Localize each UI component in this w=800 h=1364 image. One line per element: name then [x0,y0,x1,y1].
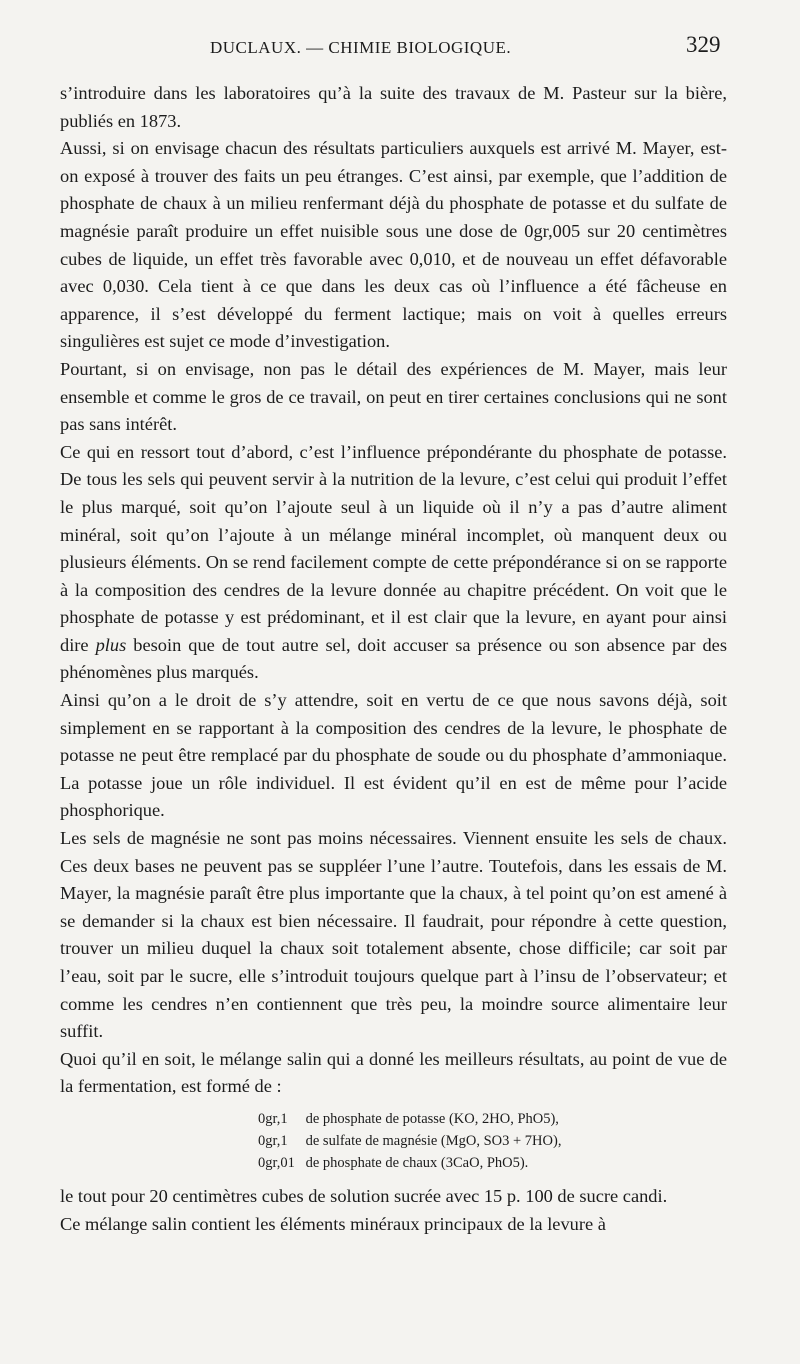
paragraph: Aussi, si on envisage chacun des résultats particuliers auxquels est arrivé M. Mayer, est-on exposé à trouver des faits un peu étranges. C’est ainsi, par exemple, que l’addition de phosphate de chaux à un milieu renfermant déjà du phosphate de potasse et du sulfate de magnésie paraît produire un effet nuisible sous une dose de 0gr,005 sur 20 centimètres cubes de liquide, un effet très favorable avec 0,010, et de nouveau un effet défavorable avec 0,030. Cela tient à ce que dans les deux cas où l’influence a été fâcheuse en apparence, il s’est développé du ferment lactique; mais on voit à quelles erreurs singulières est sujet ce mode d’investigation. [60,138,727,352]
paragraph: Ainsi qu’on a le droit de s’y attendre, soit en vertu de ce que nous savons déjà, soit simplement en se rapportant à la composition des cendres de la levure, le phosphate de potasse ne peut être remplacé par du phosphate de soude ou du phosphate d’ammoniaque. La potasse joue un rôle individuel. Il est évident qu’il en est de même pour l’acide phosphorique. [60,690,727,821]
paragraph: Quoi qu’il en soit, le mélange salin qui a donné les meilleurs résultats, au point de vue de la fermentation, est formé de : [60,1048,727,1097]
page-number: 329 [686,32,721,57]
formula-quantity: 0gr,1 [258,1132,288,1149]
formula-substance: de sulfate de magnésie (MgO, SO3 + 7HO), [305,1132,562,1149]
paragraph: s’introduire dans les laboratoires qu’à la suite des travaux de M. Pasteur sur la bière, publiés en 1873. [60,83,727,131]
running-title: DUCLAUX. — CHIMIE BIOLOGIQUE. [210,38,512,57]
emphasis-word: plus [95,634,127,655]
main-text [60,80,727,1238]
paragraph: Ce mélange salin contient les éléments minéraux principaux de la levure à [60,1213,606,1234]
paragraph [60,439,727,687]
running-header [0,28,800,68]
paragraph: Les sels de magnésie ne sont pas moins nécessaires. Viennent ensuite les sels de chaux. Ces deux bases ne peuvent pas se suppléer l’une l’autre. Toutefois, dans les essais de M. Mayer, la magnésie paraît être plus importante que la chaux, à tel point qu’on est amené à se demander si la chaux est bien nécessaire. Il faudrait, pour répondre à cette question, trouver un milieu duquel la chaux soit totalement absente, chose difficile; car soit par l’eau, soit par le sucre, elle s’introduit toujours quelque part à l’insu de l’observateur; et comme les cendres n’en contiennent que très peu, la moindre source alimentaire leur suffit. [60,828,727,1042]
formula-substance: de phosphate de chaux (3CaO, PhO5). [305,1154,529,1171]
formula-row [258,1152,727,1174]
formula-quantity: 0gr,01 [258,1154,295,1171]
formula-quantity: 0gr,1 [258,1110,288,1127]
formula-row [258,1130,727,1152]
paragraph: Pourtant, si on envisage, non pas le détail des expériences de M. Mayer, mais leur ensemble et comme le gros de ce travail, on peut en tirer certaines conclusions qui ne sont pas sans intérêt. [60,358,727,435]
paragraph: le tout pour 20 centimètres cubes de solution sucrée avec 15 p. 100 de sucre candi. [60,1185,668,1206]
formula-substance: de phosphate de potasse (KO, 2HO, PhO5), [305,1110,559,1127]
formula-row [258,1108,727,1130]
paragraph-text: Ce qui en ressort tout d’abord, c’est l’influence prépondérante du phosphate de potasse. De tous les sels qui peuvent servir à la nutrition de la levure, c’est celui qui produit l’effet le plus marqué, soit qu’on l’ajoute seul à un liquide où il n’y a pas d’autre aliment minéral, soit qu’on l’ajoute à un mélange minéral incomplet, où manquent deux ou plusieurs éléments. On se rend facilement compte de cette prépondérance si on se rapporte à la composition des cendres de la levure donnée au chapitre précédent. On voit que le phosphate de potasse y est prédominant, et il est clair que la levure, en ayant pour ainsi dire [60,441,727,655]
paragraph-text: besoin que de tout autre sel, doit accuser sa présence ou son absence par des phénomènes plus marqués. [60,634,727,683]
salt-mixture-formula [60,1108,727,1174]
